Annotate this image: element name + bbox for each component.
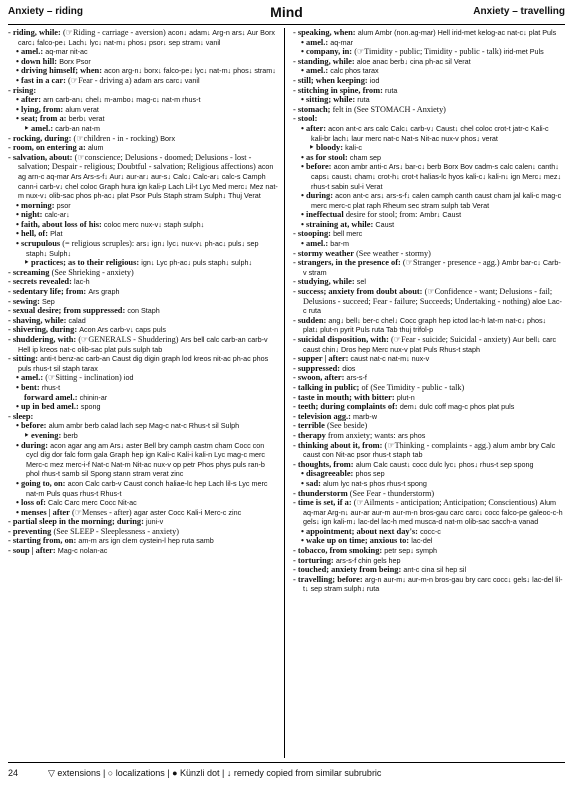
remedy-list: cham sep — [349, 152, 382, 162]
rubric-entry — [8, 325, 278, 335]
rubric-entry — [8, 153, 278, 201]
remedy-list: sel — [356, 277, 366, 287]
rubric-entry — [8, 86, 278, 96]
rubric-entry — [293, 229, 563, 239]
remedy-list: agar aster Cocc Kali-i Merc-c zinc — [133, 507, 242, 517]
rubric-note: (☞Menses - after) — [71, 507, 132, 517]
rubric-label: • loss of: — [16, 498, 46, 508]
rubric-entry — [293, 383, 563, 393]
remedy-list: alum verat — [65, 104, 99, 114]
remedy-list: psor — [56, 200, 71, 210]
rubric-entry — [293, 57, 563, 67]
rubric-label: - stooping: — [293, 229, 331, 239]
rubric-entry — [293, 249, 563, 259]
rubric-entry — [293, 191, 563, 210]
rubric-label: - sudden: — [293, 315, 327, 325]
header-center: Mind — [270, 4, 303, 20]
rubric-label: - talking in public; — [293, 382, 360, 392]
rubric-entry — [8, 546, 278, 556]
rubric-note: desire for stool; from: — [345, 210, 418, 220]
remedy-list: marb-w — [353, 411, 378, 421]
header-left: Anxiety – riding — [8, 6, 84, 17]
rubric-entry — [293, 373, 563, 383]
remedy-list: ars phos — [397, 430, 426, 440]
rubric-label: - swoon, after: — [293, 373, 345, 383]
rubric-entry — [8, 441, 278, 479]
rubric-label: - partial sleep in the morning; during: — [8, 517, 144, 527]
remedy-list: kali-c — [345, 143, 362, 153]
rubric-label: • going to, on: — [16, 478, 66, 488]
rubric-label: - tobacco, from smoking: — [293, 546, 383, 556]
remedy-list: arn carb-an↓ chel↓ m-ambo↓ mag-c↓ nat-m rhus-t — [43, 95, 201, 105]
remedy-list: lac-del — [411, 536, 433, 546]
rubric-label: - stitching in spine, from: — [293, 85, 383, 95]
remedy-list: acon↓ adam↓ Arg-n ars↓ Aur Borx carc↓ falco-pe↓ Lach↓ lyc↓ nat-m↓ phos↓ psor↓ sep stram↓ vanil — [18, 28, 275, 47]
rubric-entry — [8, 277, 278, 287]
rubric-label: - secrets revealed: — [8, 277, 72, 287]
rubric-entry — [293, 527, 563, 537]
rubric-note: (☞GENERALS - Shuddering) — [78, 335, 179, 344]
rubric-label: • after: — [301, 123, 327, 133]
page-number: 24 — [8, 768, 19, 778]
rubric-entry — [8, 479, 278, 498]
rubric-entry — [8, 335, 278, 354]
remedy-list: rhus-t — [41, 382, 61, 392]
rubric-note: (☞Sitting - inclination) — [45, 373, 122, 383]
remedy-list: petr sep↓ symph — [384, 546, 438, 556]
rubric-label: - sewing: — [8, 296, 40, 306]
rubric-label: - suicidal disposition, with: — [293, 335, 389, 344]
rubric-entry — [8, 47, 278, 57]
left-column — [8, 28, 278, 758]
remedy-list: Ambr↓ Caust — [419, 210, 462, 220]
remedy-list: juni-v — [146, 517, 164, 527]
remedy-list: ang↓ bell↓ ber-c chel↓ Cocc graph hep ictod lac-h lat-m nat-c↓ phos↓ plat↓ plut-n pyrit Puls ruta Tab thuj trifol-p — [303, 315, 547, 335]
rubric-entry — [8, 124, 278, 134]
header-right: Anxiety – travelling — [473, 6, 565, 17]
remedy-list: iod — [369, 75, 380, 85]
rubric-entry — [8, 421, 278, 431]
rubric-label: • fast in a car: — [16, 75, 66, 85]
remedy-list: dios — [342, 363, 356, 373]
remedy-list: Ars graph — [88, 287, 120, 297]
remedy-list: alum ambr berb calad lach sep Mag-c nat-c Rhus-t sil Sulph — [48, 421, 240, 431]
rubric-entry — [293, 364, 563, 374]
column-divider — [284, 28, 285, 758]
remedy-list: berb↓ verat — [68, 114, 105, 124]
rubric-note: felt in (See STOMACH - Anxiety) — [332, 104, 446, 114]
rubric-entry — [293, 441, 563, 460]
rubric-label: • before: — [16, 421, 47, 431]
rubric-entry — [8, 143, 278, 153]
remedy-list: alum Calc caust↓ cocc dulc lyc↓ phos↓ rhus-t sep spong — [355, 459, 534, 469]
remedy-list: am-m ars ign clem cystein-l hep ruta samb — [78, 536, 214, 546]
rubric-label: - supper | after: — [293, 354, 349, 364]
remedy-list: acon ant-c ars↓ ars-s-f↓ calen camph canth caust cham jal kali-c mag-c merc merc-c plat raph Rheum sec stram sulph tab Verat — [311, 191, 562, 210]
rubric-label: • sad: — [301, 478, 321, 488]
rubric-entry — [8, 66, 278, 76]
rubric-entry — [8, 28, 278, 47]
rubric-label: • straining at, while: — [301, 219, 374, 229]
remedy-list: calad — [68, 315, 86, 325]
rubric-label: ‣ bloody: — [309, 143, 344, 153]
rubric-note: of (See Timidity - public - talk) — [361, 382, 465, 392]
rubric-entry — [293, 153, 563, 163]
remedy-list: Ambr bar-c↓ Carb-v stram — [303, 258, 561, 277]
remedy-list: Aur bell↓ carc caust chin↓ Dros hep Merc nux-v plat Puls Rhus-t staph — [303, 335, 557, 354]
remedy-list: Alum aq-mar Arg-n↓ aur-ar aur-m aur-m-n bros-gau carc carc↓ cocc falco-pe galeoc-c-h gels↓ ign kali-m↓ lac-del lac-h med musca-d nat-m olib-sac sacch-a vanad — [303, 498, 563, 527]
rubric-label: - strangers, in the presence of: — [293, 258, 401, 268]
rubric-label: • company, in: — [301, 47, 353, 57]
rubric-label: - still; when keeping: — [293, 75, 368, 85]
rubric-entry — [8, 536, 278, 546]
remedy-list: acon agar ang am Ars↓ aster Bell bry camph castm cham Cocc con cycl dig dor falc form gala Graph hep ign Kali-c Kali-i kali-n Lyc mag-c merc Merc-c mez merc-i-f Nat-c Nat-m Nit-ac nux-v op petr Phos phys puls ran-b phol rhus-t samb sil Spong stann stram verat zinc — [26, 440, 266, 479]
remedy-list: phos sep — [355, 469, 385, 479]
rubric-entry — [8, 517, 278, 527]
rubric-entry — [293, 498, 563, 527]
remedy-list: ant-c cina sil hep sil — [403, 565, 467, 575]
remedy-list: iod — [123, 373, 134, 383]
rubric-entry — [293, 47, 563, 57]
rubric-entry — [293, 239, 563, 249]
rubric-label: • after: — [16, 95, 42, 105]
rubric-entry — [293, 95, 563, 105]
rubric-label: - therapy — [293, 430, 326, 440]
rubric-label: • sitting; while: — [301, 95, 356, 105]
rubric-note: (See Fear - thunderstorm) — [349, 488, 435, 498]
rubric-note: (See Shrieking - anxiety) — [51, 267, 134, 277]
rubric-entry — [293, 460, 563, 470]
rubric-label: • bent: — [16, 382, 40, 392]
remedy-list: irid-met Puls — [503, 47, 544, 57]
remedy-list: Borx Psor — [59, 56, 91, 66]
remedy-list: alum lyc nat-s phos rhus-t spong — [323, 478, 427, 488]
footer-rule — [8, 762, 565, 763]
remedy-list: Sep — [42, 296, 55, 306]
rubric-label: - teeth; during complaints of: — [293, 402, 398, 412]
rubric-note: (☞conscience; Delusions - doomed; Delusions - lost - salvation; Despair - religious; Doubtful - salvation; Religious affections) — [18, 152, 256, 172]
rubric-entry — [293, 124, 563, 143]
rubric-note: (= religious scruples): — [62, 239, 135, 249]
rubric-entry — [8, 306, 278, 316]
remedy-list: Mag-c nolan-ac — [57, 546, 108, 556]
rubric-note: (☞Timidity - public; Timidity - public - talk) — [354, 47, 502, 57]
remedy-list: ruta — [357, 95, 370, 105]
rubric-entry — [8, 76, 278, 86]
rubric-label: - sexual desire; from suppressed: — [8, 306, 126, 316]
remedy-list: calc-ar↓ — [44, 210, 70, 220]
rubric-label: - time is set, if a: — [293, 498, 352, 508]
rubric-entry — [8, 229, 278, 239]
rubric-label: • faith, about loss of his: — [16, 219, 102, 229]
remedy-list: ars-s-f chin gels hep — [335, 555, 401, 565]
remedy-list: Borx — [160, 133, 176, 143]
rubric-entry — [293, 546, 563, 556]
rubric-entry — [293, 536, 563, 546]
rubric-note: (☞Stranger - presence - agg.) — [402, 258, 500, 268]
rubric-entry — [8, 95, 278, 105]
rubric-label: • amel.: — [301, 37, 329, 47]
rubric-label: - starting from, on: — [8, 536, 77, 546]
rubric-label: • menses | after — [16, 507, 70, 517]
rubric-note: (☞Fear - driving a) — [68, 75, 132, 85]
rubric-label: • during: — [301, 191, 334, 201]
remedy-list: Caust — [375, 219, 395, 229]
rubric-entry — [8, 527, 278, 537]
rubric-entry — [293, 258, 563, 277]
rubric-label: • appointment; about next day's: — [301, 526, 418, 536]
rubric-label: - studying, while: — [293, 277, 355, 287]
rubric-label: - thunderstorm — [293, 488, 348, 498]
rubric-entry — [293, 86, 563, 96]
rubric-entry — [293, 556, 563, 566]
remedy-list: calc phos tarax — [330, 66, 379, 76]
right-column — [293, 28, 563, 758]
rubric-label: ‣ amel.: — [24, 123, 54, 133]
rubric-label: - soup | after: — [8, 546, 56, 556]
rubric-entry — [293, 575, 563, 594]
rubric-entry — [8, 383, 278, 393]
rubric-entry — [293, 479, 563, 489]
rubric-entry — [8, 373, 278, 383]
remedy-list: cocc-c — [420, 526, 441, 536]
remedy-list: dem↓ dulc coff mag-c phos plat puls — [399, 402, 515, 412]
remedy-list: ruta — [385, 85, 398, 95]
rubric-label: - terrible — [293, 421, 325, 431]
rubric-label: - touched; anxiety from being: — [293, 565, 402, 575]
rubric-label: - speaking, when: — [293, 28, 356, 37]
rubric-entry — [8, 210, 278, 220]
rubric-label: • amel.: — [301, 239, 329, 249]
rubric-entry — [8, 105, 278, 115]
rubric-note: from anxiety; wants: — [327, 430, 396, 440]
rubric-entry — [8, 316, 278, 326]
rubric-label: - television agg.: — [293, 411, 351, 421]
rubric-entry — [8, 114, 278, 124]
remedy-list: caust nat-c nat-m↓ nux-v — [350, 354, 430, 364]
remedy-list: con Staph — [127, 306, 160, 316]
rubric-note: (See beside) — [326, 421, 368, 431]
rubric-note: (See weather - stormy) — [356, 248, 431, 258]
rubric-label: ‣ evening: — [24, 430, 62, 440]
rubric-label: - salvation, about: — [8, 152, 73, 162]
rubric-label: • lying, from: — [16, 104, 64, 114]
rubric-label: - sitting: — [8, 354, 39, 364]
remedy-list: coloc merc nux-v↓ staph sulph↓ — [103, 219, 205, 229]
rubric-label: - screaming — [8, 267, 50, 277]
remedy-list: ign↓ Lyc ph-ac↓ puls staph↓ sulph↓ — [141, 258, 253, 268]
remedy-list: lac-h — [74, 277, 90, 287]
rubric-label: - stormy weather — [293, 248, 354, 258]
rubric-entry — [293, 105, 563, 115]
remedy-list: aq-mar nit-ac — [45, 47, 88, 57]
rubric-note: (☞Thinking - complaints - agg.) — [384, 440, 491, 450]
remedy-list: Plat — [50, 229, 63, 239]
rubric-note: (☞Confidence - want; Delusions - fail; Delusions - succeed; Fear - failure; Succeeds; Undertaking - nothing) — [303, 287, 553, 306]
remedy-list: acon ambr anti-c Ars↓ bar-c↓ berb Borx Bov cadm-s calc calen↓ canth↓ caps↓ caust↓ cham↓ crot-h↓ crot-t halias-lc hyos kali-c↓ kali-n↓ ign Merc↓ mez↓ rhus-t sabin sul-i Verat — [311, 162, 562, 191]
remedy-list: carb-an nat-m — [55, 123, 100, 133]
rubric-label: • seat; from a: — [16, 114, 67, 124]
rubric-entry — [8, 201, 278, 211]
remedy-list: alum Ambr (non.ag-mar) Hell irid-met kelog-ac nat-c↓ plat Puls — [357, 28, 557, 37]
rubric-entry — [293, 28, 563, 38]
rubric-label: - rising: — [8, 85, 37, 95]
rubric-entry — [8, 508, 278, 518]
rubric-entry — [293, 76, 563, 86]
rubric-label: • up in bed amel.: — [16, 402, 79, 412]
rubric-entry — [293, 114, 563, 124]
rubric-label: - success; anxiety from doubt about: — [293, 287, 423, 297]
rubric-entry — [293, 565, 563, 575]
remedy-list: acon ag arn-c aq-mar Ars Ars-s-f↓ Aur↓ aur-ar↓ aur-s↓ Calc↓ Calc-ar↓ calc-s Camph cann-i carb-v↓ chel coloc Graph hura ign kali-p Lach Lil-t Lyc Med merc↓ Mez nat-m nux-v↓ olib-sac phos ph-ac↓ plat Psor Puls Staph stram Sulph↓ Thuj Verat — [18, 162, 278, 201]
rubric-entry — [8, 498, 278, 508]
remedy-list: acon ant-c ars calc Calc↓ carb-v↓ Caust↓ chel coloc crot-t jatr-c Kali-c kali-br lach↓ laur merc nat-c Nat-s Nit-ac nux-v phos↓ verat — [311, 123, 549, 143]
rubric-entry — [293, 143, 563, 153]
rubric-entry — [8, 412, 278, 422]
rubric-label: • driving himself; when: — [16, 66, 102, 76]
rubric-label: - thoughts, from: — [293, 459, 354, 469]
remedy-list: aloe anac berb↓ cina ph-ac sil Verat — [356, 56, 471, 66]
remedy-list: chinin-ar — [79, 392, 108, 402]
rubric-label: • wake up on time; anxious to: — [301, 536, 410, 546]
rubric-note: (☞Ailments - anticipation; Anticipation; Conscientious) — [353, 498, 538, 508]
rubric-label: • before: — [301, 162, 332, 172]
remedy-list: spong — [80, 402, 101, 412]
rubric-note: (☞Riding - carriage - aversion) — [62, 28, 166, 37]
rubric-entry — [293, 354, 563, 364]
rubric-label: • amel.: — [16, 373, 44, 383]
rubric-entry — [293, 210, 563, 220]
rubric-entry — [8, 354, 278, 373]
rubric-entry — [8, 239, 278, 258]
rubric-label: • amel.: — [301, 66, 329, 76]
remedy-list: acon Calc carb-v Caust conch haliae-lc hep Lach lil-s Lyc merc nat-m Puls quas rhus-t Rhus-t — [26, 478, 268, 498]
remedy-list: Ars bell calc carb-an carb-v Hell ip kreos nat-c olib-sac plat puls sulph tab — [18, 335, 268, 354]
rubric-label: • ineffectual — [301, 210, 344, 220]
rubric-entry — [293, 402, 563, 412]
rubric-note: (☞Fear - suicide; Suicidal - anxiety) — [391, 335, 511, 344]
rubric-entry — [293, 335, 563, 354]
rubric-note: (☞children - in - rocking) — [73, 133, 159, 143]
rubric-label: • hell, of: — [16, 229, 49, 239]
rubric-label: - sedentary life; from: — [8, 287, 87, 297]
rubric-label: • disagreeable: — [301, 469, 354, 479]
remedy-list: plut-n — [396, 392, 415, 402]
rubric-entry — [8, 134, 278, 144]
rubric-label: - preventing — [8, 526, 52, 536]
remedy-list: anti-t benz-ac carb-an Caust dig digin graph lod kreos nit-ac ph-ac phos puls rhus-t sil staph tarax — [18, 354, 269, 373]
rubric-label: forward amel.: — [24, 392, 78, 402]
rubric-label: - standing, while: — [293, 56, 355, 66]
rubric-entry — [293, 220, 563, 230]
rubric-label: • night: — [16, 210, 43, 220]
rubric-label: - sleep: — [8, 411, 34, 421]
remedy-list: acon arg-n↓ borx↓ falco-pe↓ lyc↓ nat-m↓ phos↓ stram↓ — [104, 66, 276, 76]
remedy-list: alum — [87, 143, 104, 153]
rubric-entry — [293, 469, 563, 479]
rubric-entry — [8, 268, 278, 278]
remedy-list: aq-mar — [330, 37, 354, 47]
rubric-label: - stomach; — [293, 104, 331, 114]
rubric-entry — [293, 316, 563, 335]
rubric-entry — [293, 287, 563, 316]
rubric-label: • down hill: — [16, 56, 58, 66]
rubric-label: • scrupulous — [16, 239, 61, 249]
remedy-list: Acon Ars carb-v↓ caps puls — [79, 325, 166, 335]
rubric-entry — [8, 57, 278, 67]
rubric-entry — [293, 412, 563, 422]
rubric-label: • morning: — [16, 200, 55, 210]
rubric-label: • as for stool: — [301, 152, 348, 162]
rubric-entry — [8, 220, 278, 230]
rubric-label: - shivering, during: — [8, 325, 78, 335]
rubric-entry — [293, 38, 563, 48]
rubric-label: - riding, while: — [8, 28, 61, 37]
rubric-entry — [293, 393, 563, 403]
rubric-entry — [8, 402, 278, 412]
rubric-entry — [293, 431, 563, 441]
rubric-label: • during: — [16, 440, 49, 450]
rubric-entry — [293, 421, 563, 431]
rubric-entry — [8, 297, 278, 307]
rubric-entry — [293, 277, 563, 287]
page-header — [8, 4, 565, 22]
rubric-label: - shuddering, with: — [8, 335, 77, 344]
legend: ▽ extensions | ○ localizations | ● Künzli dot | ↓ remedy copied from similar subrubric — [48, 768, 382, 778]
remedy-list: Calc Carc merc Cocc Nit-ac — [48, 498, 137, 508]
rubric-entry — [293, 66, 563, 76]
rubric-entry — [8, 287, 278, 297]
rubric-label: - travelling; before: — [293, 574, 363, 584]
remedy-list: aloe Lac-c ruta — [303, 296, 562, 316]
rubric-label: - stool: — [293, 114, 318, 124]
remedy-list: bell merc — [333, 229, 363, 239]
rubric-label: ‣ practices; as to their religious: — [24, 258, 140, 268]
rubric-label: • amel.: — [16, 47, 44, 57]
remedy-list: berb — [63, 430, 78, 440]
remedy-list: arg-n aur-m↓ aur-m-n bros-gau bry carc cocc↓ gels↓ lac-del lil-t↓ sep stram sulph↓ ruta — [303, 574, 563, 594]
remedy-list: ars-s-f — [346, 373, 367, 383]
rubric-label: - torturing: — [293, 555, 334, 565]
remedy-list: bar-m — [330, 239, 350, 249]
rubric-entry — [8, 431, 278, 441]
remedy-list: ars↓ ign↓ lyc↓ nux-v↓ ph-ac↓ puls↓ sep staph↓ Sulph↓ — [26, 239, 259, 258]
rubric-note: (See SLEEP - Sleeplessness - anxiety) — [53, 526, 179, 536]
rubric-label: - rocking, during: — [8, 133, 72, 143]
rubric-entry — [293, 162, 563, 191]
page-footer — [8, 768, 565, 784]
rubric-entry — [8, 258, 278, 268]
remedy-list: adam ars carc↓ vanil — [133, 75, 200, 85]
rubric-entry — [8, 393, 278, 403]
rubric-entry — [293, 489, 563, 499]
rubric-label: - taste in mouth; with bitter: — [293, 392, 395, 402]
header-rule — [8, 24, 565, 25]
remedy-list: alum ambr bry Calc caust con Nit-ac psor rhus-t staph tab — [303, 440, 556, 460]
rubric-label: - shaving, while: — [8, 315, 67, 325]
rubric-label: - suppressed: — [293, 363, 341, 373]
rubric-label: - room, on entering a: — [8, 143, 86, 153]
rubric-label: - thinking about it, from: — [293, 440, 383, 450]
